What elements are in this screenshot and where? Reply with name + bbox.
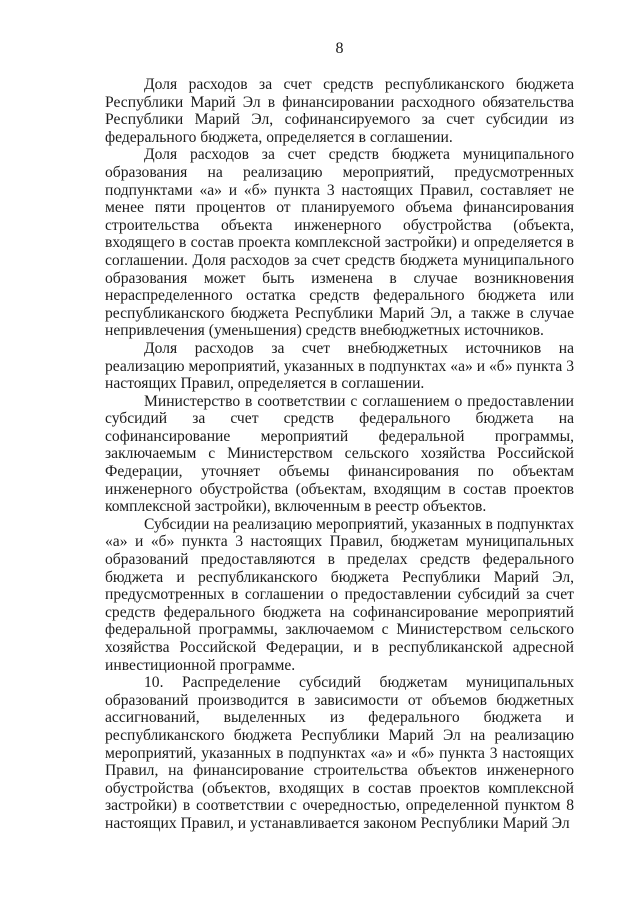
paragraph-1: Доля расходов за счет средств республиканского бюджета Республики Марий Эл в финансировании расходного обязательства Республики Марий Эл, софинансируемого за счет субсидии из федерального бюджета, определяется в соглашении.	[105, 76, 574, 146]
paragraph-3: Доля расходов за счет внебюджетных источников на реализацию мероприятий, указанных в подпунктах «а» и «б» пункта 3 настоящих Правил, определяется в соглашении.	[105, 339, 574, 393]
page-number	[0, 40, 639, 58]
paragraph-6: 10. Распределение субсидий бюджетам муниципальных образований производится в зависимости от объемов бюджетных ассигнований, выделенных из федерального бюджета и республиканского бюджета Республики Марий Эл на реализацию мероприятий, указанных в подпунктах «а» и «б» пункта 3 настоящих Правил, на финансирование строительства объектов инженерного обустройства (объектов, входящих в состав проектов комплексной застройки) в соответствии с очередностью, определенной пунктом 8 настоящих Правил, и устанавливается законом Республики Марий Эл	[105, 674, 574, 832]
paragraph-2: Доля расходов за счет средств бюджета муниципального образования на реализацию мероприятий, предусмотренных подпунктами «а» и «б» пункта 3 настоящих Правил, составляет не менее пяти процентов от планируемого объема финансирования строительства объекта инженерного обустройства (объекта, входящего в состав проекта комплексной застройки) и определяется в соглашении. Доля расходов за счет средств бюджета муниципального образования может быть изменена в случае возникновения нераспределенного остатка средств федерального бюджета или республиканского бюджета Республики Марий Эл, а также в случае непривлечения (уменьшения) средств внебюджетных источников.	[105, 146, 574, 340]
paragraph-4: Министерство в соответствии с соглашением о предоставлении субсидий за счет средств федерального бюджета на софинансирование мероприятий федеральной программы, заключаемым с Министерством сельского хозяйства Российской Федерации, уточняет объемы финансирования по объектам инженерного обустройства (объектам, входящим в состав проектов комплексной застройки), включенным в реестр объектов.	[105, 392, 574, 516]
body-text	[105, 76, 574, 833]
paragraph-5: Субсидии на реализацию мероприятий, указанных в подпунктах «а» и «б» пункта 3 настоящих Правил, бюджетам муниципальных образований предоставляются в пределах средств федерального бюджета и республиканского бюджета Республики Марий Эл, предусмотренных в соглашении о предоставлении субсидий за счет средств федерального бюджета на софинансирование мероприятий федеральной программы, заключаемом с Министерством сельского хозяйства Российской Федерации, и в республиканской адресной инвестиционной программе.	[105, 515, 574, 674]
page-number-text: 8	[335, 40, 344, 57]
